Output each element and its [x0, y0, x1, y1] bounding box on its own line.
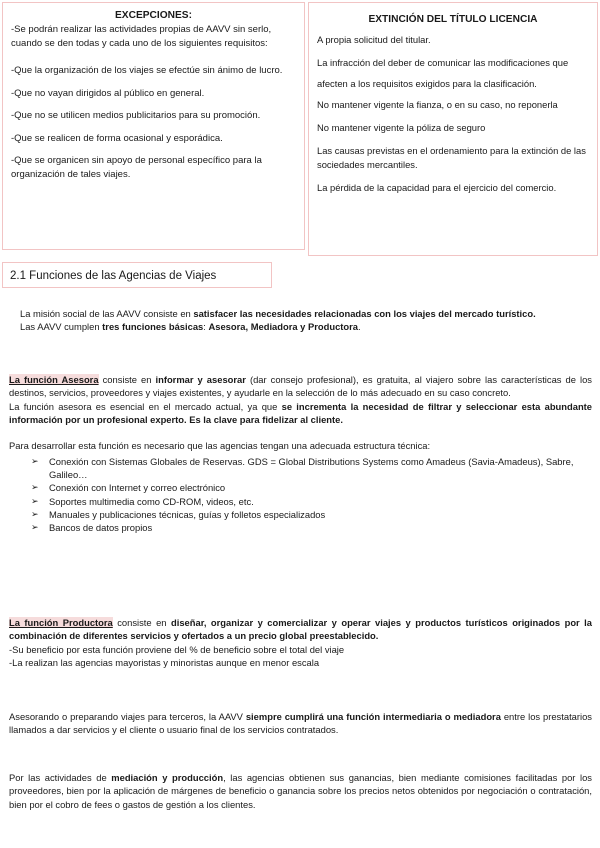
- productora-text: consiste en: [112, 617, 171, 628]
- mision-text: La misión social de las AAVV consiste en: [20, 308, 194, 319]
- funciones-bold: tres funciones básicas: [102, 321, 204, 333]
- productora-paragraph: [9, 616, 592, 643]
- funciones-text: Las AAVV cumplen: [20, 321, 103, 333]
- extincion-title: EXTINCIÓN DEL TÍTULO LICENCIA: [368, 14, 538, 25]
- funciones-names: Asesora, Mediadora y Productora: [208, 321, 359, 333]
- estructura-paragraph: Para desarrollar esta función es necesario que las agencias tengan una adecuada estructura técnica:: [9, 440, 431, 452]
- mision-bold: satisfacer las necesidades relacionadas con los viajes del mercado turístico.: [193, 308, 536, 319]
- estructura-list: [9, 455, 592, 535]
- mision-paragraph: [20, 307, 540, 320]
- extincion-item: La pérdida de la capacidad para el ejercicio del comercio.: [317, 182, 557, 194]
- ganancias-block: [9, 771, 592, 811]
- excepciones-item: -Que la organización de los viajes se efectúe sin ánimo de lucro.: [11, 65, 283, 77]
- list-item-text: Soportes multimedia como CD-ROM, videos, etc.: [49, 495, 254, 507]
- arrow-bullet-icon: ➢: [31, 495, 39, 506]
- list-item: [31, 508, 592, 521]
- extincion-item: No mantener vigente la fianza, o en su caso, no reponerla: [317, 98, 558, 110]
- list-item: [31, 521, 592, 534]
- excepciones-intro: -Se podrán realizar las actividades propias de AAVV sin serlo, cuando se den todas y cada uno de los siguientes requisitos:: [11, 24, 272, 49]
- ganancias-text-2: , las agencias obtienen sus ganancias, bien mediante comisiones facilitadas por los proveedores, bien por la aplicación de márgenes de beneficio o ganancia sobre los precios netos obtenidos por negociación o contratación, bien por el cobro de fees o gastos de gestión a los clientes.: [9, 772, 592, 810]
- asesora-text: consiste en: [98, 374, 156, 385]
- asesora-p2-bold: se incrementa la necesidad de filtrar y seleccionar esta abundante información por un profesional experto. Es la clave para fidelizar al cliente.: [9, 400, 593, 426]
- mediadora-paragraph: [9, 710, 592, 737]
- productora-bold: diseñar, organizar y comercializar y operar viajes y productos turísticos originados por la combinación de diferentes servicios y ofertados a un precio global preestablecido.: [9, 617, 592, 642]
- ganancias-paragraph: [9, 771, 592, 811]
- list-item-text: Bancos de datos propios: [49, 522, 153, 534]
- arrow-bullet-icon: ➢: [31, 509, 39, 520]
- list-item-text: Conexión con Internet y correo electrónico: [49, 482, 226, 494]
- asesora-bold: informar y asesorar: [155, 374, 246, 385]
- funciones-colon: :: [203, 321, 209, 333]
- mediadora-text-2: entre los prestatarios llamados a dar servicios y el cliente o usuario final de los servicios contratados.: [9, 711, 592, 736]
- excepciones-item: -Que se organicen sin apoyo de personal específico para la organización de tales viajes.: [11, 155, 262, 180]
- list-item-text: Conexión con Sistemas Globales de Reservas. GDS = Global Distributions Systems como Amadeus (Savia-Amadeus), Sabre, Galileo…: [49, 455, 574, 481]
- extincion-item: La infracción del deber de comunicar las modificaciones que afecten a los requisitos exigidos para la clasificación.: [317, 57, 569, 89]
- section-heading-box: [2, 262, 272, 288]
- excepciones-box: [2, 2, 305, 250]
- excepciones-item: -Que no vayan dirigidos al público en general.: [11, 87, 205, 99]
- arrow-bullet-icon: ➢: [31, 455, 39, 466]
- extincion-item: Las causas previstas en el ordenamiento para la extinción de las sociedades mercantiles.: [317, 145, 586, 171]
- arrow-bullet-icon: ➢: [31, 522, 39, 533]
- list-item: [31, 481, 592, 494]
- asesora-paragraph-2: [9, 400, 592, 427]
- asesora-text-2: (dar consejo profesional), es gratuita, al viajero sobre las características de los destinos, servicios, proveedores y viajes existentes, y ayudarle en la selección de lo más adecuado en su caso concreto.: [9, 374, 592, 399]
- asesora-paragraph: [9, 373, 592, 400]
- ganancias-text: Por las actividades de: [9, 772, 112, 783]
- mediadora-block: [9, 710, 592, 737]
- extincion-item: A propia solicitud del titular.: [317, 34, 431, 46]
- mediadora-bold: siempre cumplirá una función intermediaria o mediadora: [245, 711, 501, 722]
- mision-block: [20, 307, 540, 334]
- productora-block: [9, 616, 592, 669]
- funciones-end: .: [358, 321, 361, 333]
- ganancias-bold: mediación y producción: [111, 772, 224, 783]
- excepciones-item: -Que no se utilicen medios publicitarios para su promoción.: [11, 110, 261, 122]
- list-item-text: Manuales y publicaciones técnicas, guías y folletos especializados: [49, 509, 326, 521]
- asesora-p2-text: La función asesora es esencial en el mercado actual, ya que: [9, 400, 282, 412]
- productora-realizan: -La realizan las agencias mayoristas y minoristas aunque en menor escala: [9, 657, 320, 669]
- productora-label: La función Productora: [9, 617, 113, 628]
- section-heading: 2.1 Funciones de las Agencias de Viajes: [10, 270, 217, 282]
- funciones-paragraph: [20, 320, 540, 333]
- mediadora-text: Asesorando o preparando viajes para terceros, la AAVV: [9, 711, 246, 722]
- asesora-label: La función Asesora: [9, 374, 99, 385]
- productora-beneficio: -Su beneficio por esta función proviene del % de beneficio sobre el total del viaje: [9, 643, 345, 655]
- arrow-bullet-icon: ➢: [31, 482, 39, 493]
- asesora-block: [9, 373, 592, 535]
- extincion-box: [308, 2, 598, 256]
- list-item: [31, 455, 592, 482]
- excepciones-title: EXCEPCIONES:: [115, 10, 192, 21]
- extincion-item: No mantener vigente la póliza de seguro: [317, 121, 486, 133]
- excepciones-item: -Que se realicen de forma ocasional y esporádica.: [11, 132, 223, 144]
- list-item: [31, 495, 592, 508]
